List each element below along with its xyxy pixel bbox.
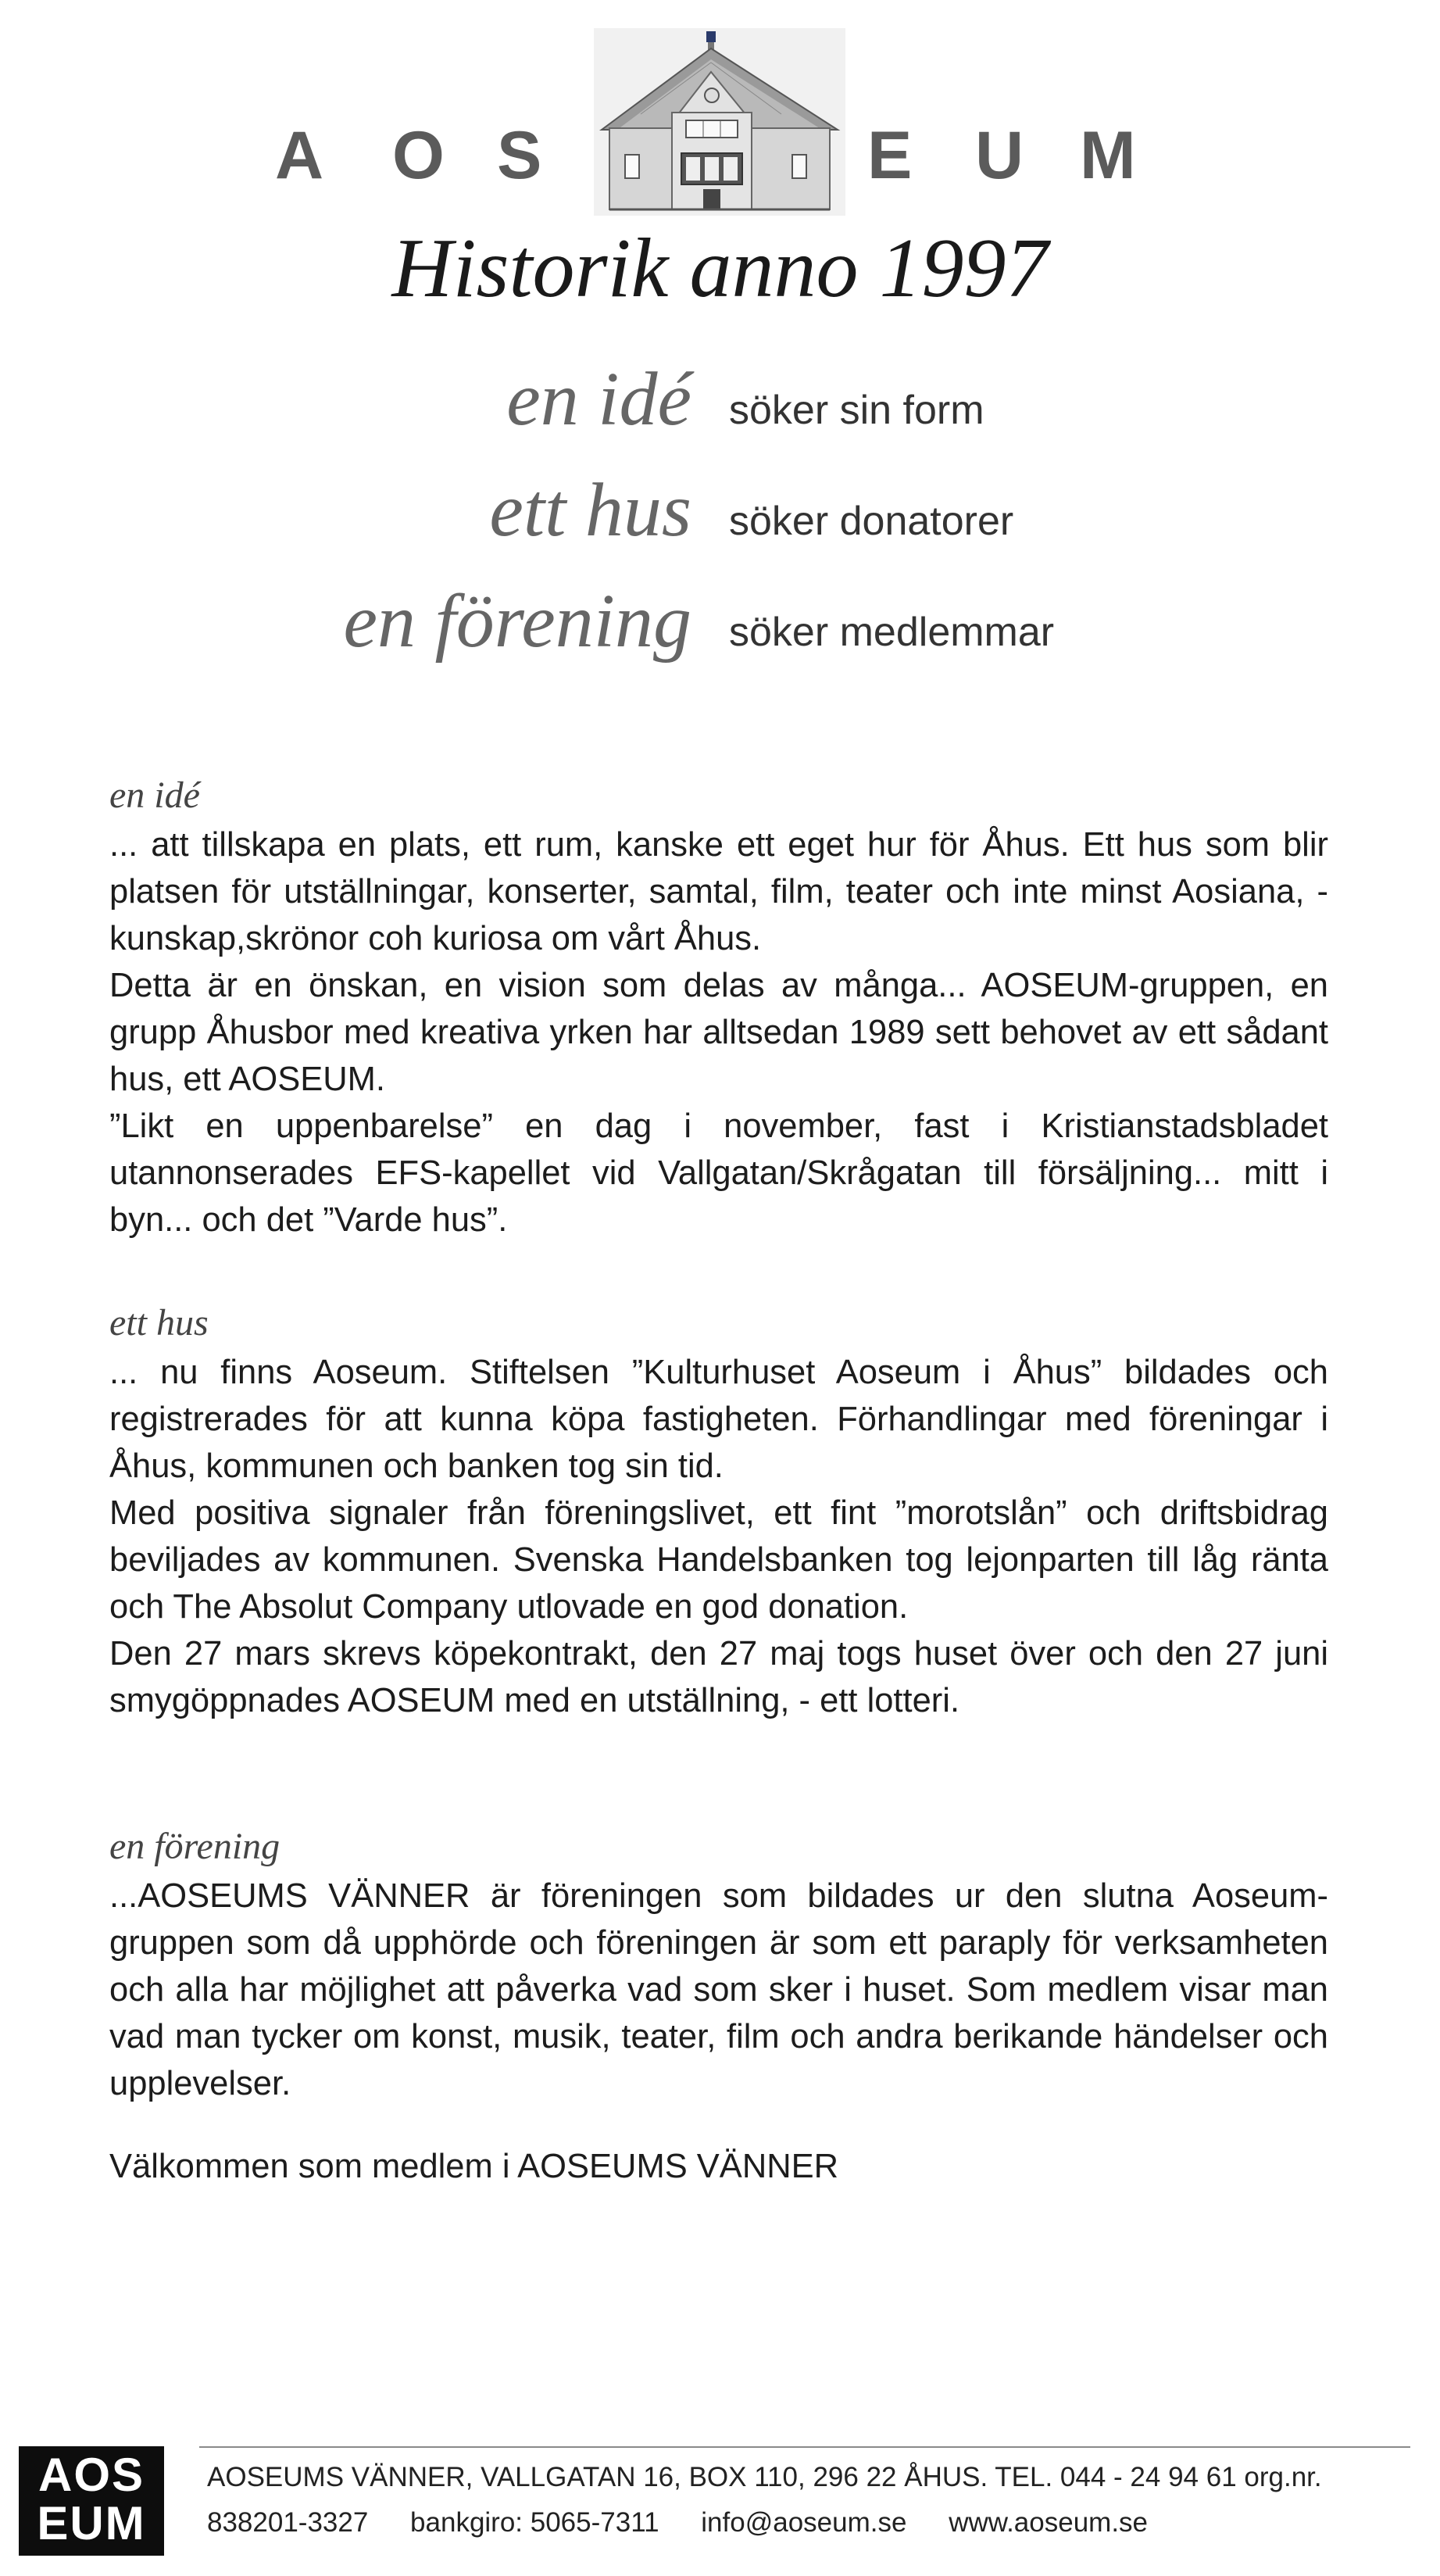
tagline-text: söker donatorer [729,499,1014,544]
paragraph: ... nu finns Aoseum. Stiftelsen ”Kulturhuset Aoseum i Åhus” bildades och registrerades för att kunna köpa fastigheten. Förhandlingar med föreningar i Åhus, kommunen och banken tog sin tid. [109,1354,1328,1485]
paragraph: Detta är en önskan, en vision som delas av många... AOSEUM-gruppen, en grupp Åhusbor med kreativa yrken har alltsedan 1989 sett behovet av ett sådant hus, ett AOSEUM. [109,967,1328,1098]
tagline-text: söker medlemmar [729,610,1055,655]
footer-email-link[interactable]: info@aoseum.se [701,2507,907,2538]
tagline-italic: en idé [506,357,691,442]
paragraph: Med positiva signaler från föreningslivet, ett fint ”morotslån” och driftsbidrag beviljades av kommunen. Svenska Handelsbanken tog lejonparten till låg ränta och The Absolut Company utlovade en god donation. [109,1494,1328,1626]
footer-contact-row [207,2507,1182,2538]
brand-letter: S [497,118,542,193]
section-ide [109,770,1328,1243]
footer-bankgiro: bankgiro: 5065-7311 [410,2507,659,2538]
section-forening [109,1821,1328,2107]
tagline-row [0,356,1440,457]
tagline-row [0,578,1440,679]
welcome-text: Välkommen som medlem i AOSEUMS VÄNNER [109,2148,839,2185]
page-title: Historik anno 1997 [391,222,1049,315]
paragraph: ”Likt en uppenbarelse” en dag i november, fast i Kristianstadsbladet utannonserades EFS-kapellet vid Vallgatan/Skrågatan till försäljning... mitt i byn... och det ”Varde hus”. [109,1107,1328,1239]
brand-letter: M [1080,118,1136,193]
section-heading: ett hus [109,1302,209,1343]
brand-letter: U [975,118,1024,193]
footer-address: AOSEUMS VÄNNER, VALLGATAN 16, BOX 110, 296 22 ÅHUS. TEL. 044 - 24 94 61 org.nr. [207,2462,1322,2492]
section-heading: en förening [109,1826,280,1867]
footer-divider [199,2446,1410,2448]
brand-letter: A [275,118,324,193]
house-illustration [594,28,845,216]
footer-logo [19,2446,164,2556]
section-hus [109,1297,1328,1724]
brand-letter: E [867,118,913,193]
tagline-row [0,467,1440,568]
tagline-italic: en förening [343,579,691,664]
tagline-italic: ett hus [489,468,691,553]
footer-orgnr: 838201-3327 [207,2507,369,2538]
section-heading: en idé [109,775,200,816]
brand-letter: O [392,118,445,193]
tagline-text: söker sin form [729,388,984,433]
paragraph: ...AOSEUMS VÄNNER är föreningen som bildades ur den slutna Aoseum-gruppen som då upphörde och föreningen är som ett paraply för verksamheten och alla har möjlighet att påverka vad som sker i huset. Som medlem visar man vad man tycker om konst, musik, teater, film och andra berikande händelser och upplevelser. [109,1877,1328,2102]
paragraph: Den 27 mars skrevs köpekontrakt, den 27 maj togs huset över och den 27 juni smygöppnades AOSEUM med en utställning, - ett lotteri. [109,1635,1328,1719]
paragraph: ... att tillskapa en plats, ett rum, kanske ett eget hur för Åhus. Ett hus som blir platsen för utställningar, konserter, samtal, film, teater och inte minst Aosiana, - kunskap,skrönor coh kuriosa om vårt Åhus. [109,826,1328,957]
letterhead [0,0,1440,227]
footer-website-link[interactable]: www.aoseum.se [949,2507,1149,2538]
footer-logo-bottom: EUM [37,2497,146,2549]
footer-logo-top: AOS [38,2449,145,2501]
